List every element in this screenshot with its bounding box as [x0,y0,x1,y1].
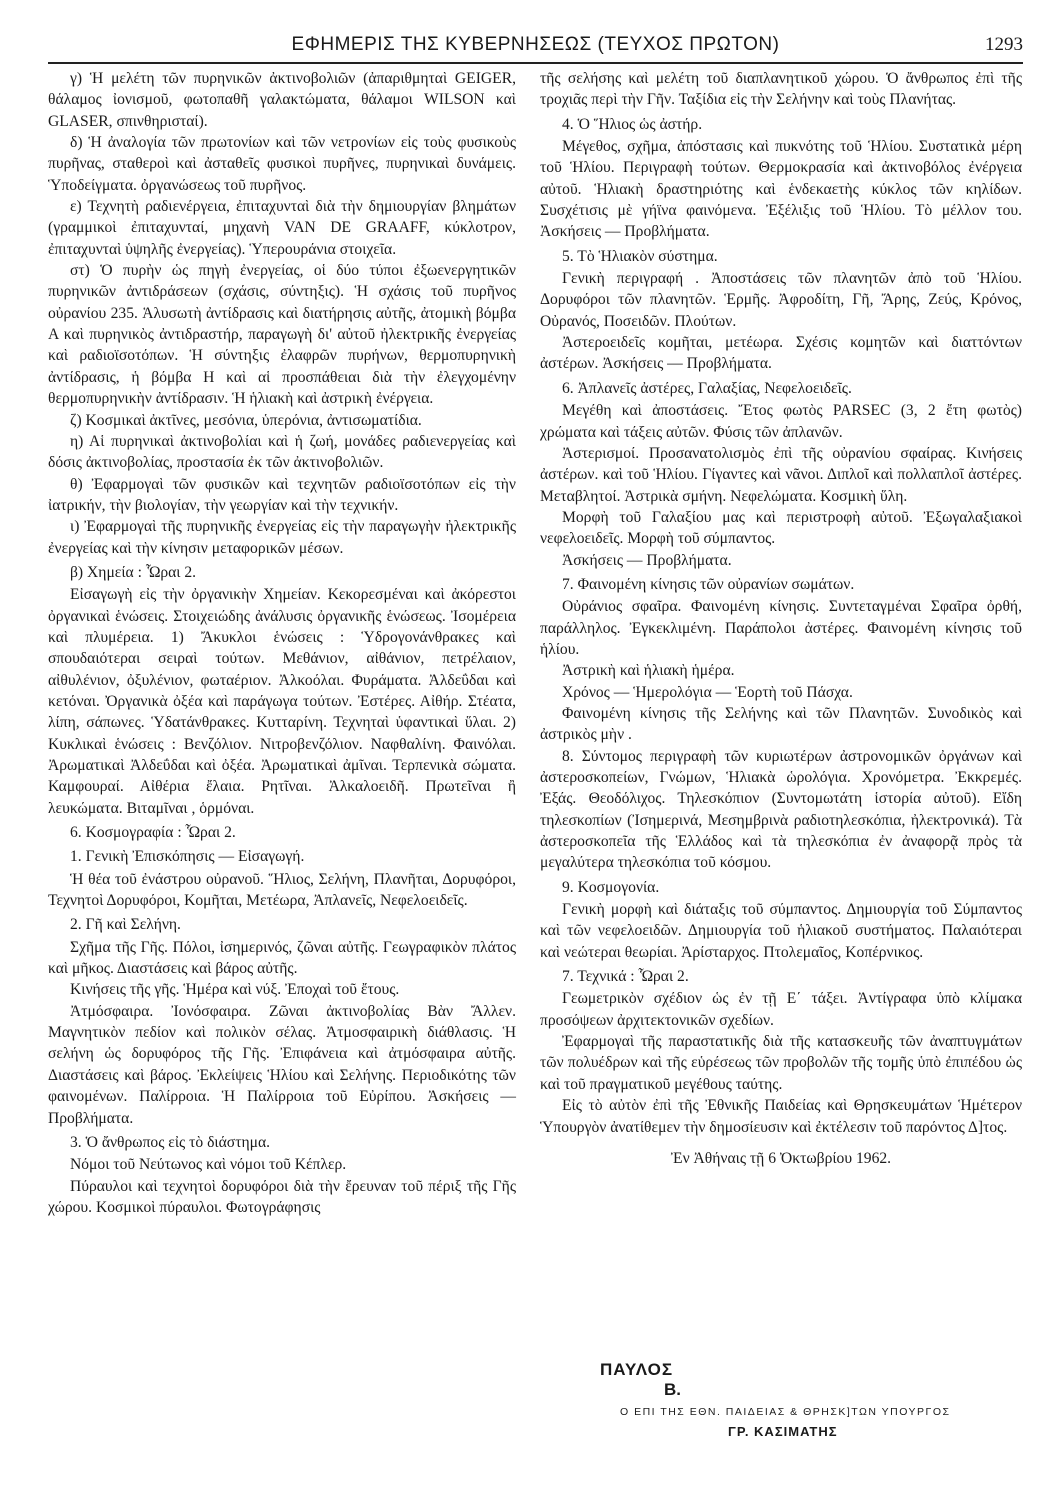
paragraph: Εἰσαγωγὴ εἰς τὴν ὀργανικὴν Χημείαν. Κεκορεσμέναι καὶ ἀκόρεστοι ὀργανικαὶ ἑνώσεις. Στοιχειώδης ἀνάλυσις ὀργανικῆς ἑνώσεως. Ἰσομέρεια καὶ πλυμέρεια. 1) Ἄκυκλοι ἑνώσεις : Ὑδρογονάνθρακες καὶ σπουδαιότεραι σειραὶ τούτων. Μεθάνιον, αἰθάνιον, πετρέλαιον, αἰθυλένιον, ὀξυλένιον, φωταέριον. Ἀλκοόλαι. Φυράματα. Ἀλδεΰδαι καὶ κετόναι. Ὀργανικὰ ὀξέα καὶ παράγωγα τούτων. Ἐστέρες. Αἰθήρ. Στέατα, λίπη, σάπωνες. Ὑδατάνθρακες. Κυτταρίνη. Τεχνηταὶ ὑφαντικαὶ ὕλαι. 2) Κυκλικαὶ ἑνώσεις : Βενζόλιον. Νιτροβενζόλιον. Ναφθαλίνη. Φαινόλαι. Ἀρωματικαὶ Ἀλδεΰδαι καὶ ὀξέα. Ἀρωματικαὶ ἀμῖναι. Τερπενικὰ σώματα. Καμφουραί. Αἰθέρια ἔλαια. Ρητῖναι. Ἀλκαλοειδῆ. Πρωτεῖναι ἢ λευκώματα. Βιταμῖναι , ὁρμόναι. [48,586,516,817]
paragraph: τῆς σελήσης καὶ μελέτη τοῦ διαπλανητικοῦ χώρου. Ὁ ἄνθρωπος ἐπὶ τῆς τροχιᾶς περὶ τὴν Γῆν. Ταξίδια εἰς τὴν Σελήνην καὶ τοὺς Πλανήτας. [540,70,1022,109]
right-column [540,68,1022,1169]
section-heading: 6. Κοσμογραφία : Ὧραι 2. [70,824,236,842]
paragraph: Γεωμετρικὸν σχέδιον ὡς ἐν τῇ Ε΄ τάξει. Ἀντίγραφα ὑπὸ κλίμακα προσόψεων ἀρχιτεκτονικῶν σχεδίων. [540,990,1022,1029]
minister-title: Ο ΕΠΙ ΤΗΣ ΕΘΝ. ΠΑΙΔΕΙΑΣ & ΘΡΗΣΚ]ΤΩΝ ΥΠΟΥΡΓΟΣ [620,1406,951,1418]
paragraph: Ἀτμόσφαιρα. Ἰονόσφαιρα. Ζῶναι ἀκτινοβολίας Βὰν Ἄλλεν. Μαγνητικὸν πεδίον καὶ πολικὸν σέλας. Ἀτμοσφαιρικὴ διάθλασις. Ἡ σελήνη ὡς δορυφόρος τῆς Γῆς. Ἐπιφάνεια καὶ ἀτμόσφαιρα αὐτῆς. Διαστάσεις καὶ βάρος. Ἐκλείψεις Ἡλίου καὶ Σελήνης. Περιοδικότης τῶν φαινομένων. Παλίρροια. Ἡ Παλίρροια τοῦ Εὐρίπου. Ἀσκήσεις — Προβλήματα. [48,1002,516,1127]
paragraph: Χρόνος — Ἡμερολόγια — Ἑορτὴ τοῦ Πάσχα. [562,683,853,701]
paragraph: γ) Ἡ μελέτη τῶν πυρηνικῶν ἀκτινοβολιῶν (ἀπαριθμηταὶ GEIGER, θάλαμος ἰονισμοῦ, φωτοπαθῆ γαλακτώματα, θάλαμοι WILSON καὶ GLASER, σπινθηρισταί). [48,70,516,130]
paragraph: Μεγέθη καὶ ἀποστάσεις. Ἔτος φωτὸς PARSEC (3, 2 ἔτη φωτὸς) χρώματα καὶ τάξεις αὐτῶν. Φύσις τῶν ἀπλανῶν. [540,402,1022,441]
paragraph: Κινήσεις τῆς γῆς. Ἡμέρα καὶ νύξ. Ἐποχαὶ τοῦ ἔτους. [70,981,400,999]
paragraph: στ) Ὁ πυρὴν ὡς πηγὴ ἐνεργείας, οἱ δύο τύποι ἐξωενεργητικῶν πυρηνικῶν ἀντιδράσεων (σχάσις, σύντηξις). Ἡ σχάσις τοῦ πυρῆνος οὐρανίου 235. Ἁλυσωτὴ ἀντίδρασις καὶ διατήρησις αὐτῆς, ἀτομικὴ βόμβα Α καὶ πυρηνικὸς ἀντιδραστήρ, παραγωγὴ δι' αὐτοῦ ἠλεκτρικῆς ἐνεργείας καὶ ραδιοϊσοτόπων. Ἡ σύντηξις ἐλαφρῶν πυρήνων, θερμοπυρηνικὴ ἀντίδρασις, ἡ βόμβα Η καὶ αἱ προσπάθειαι διὰ τὴν ἐλεγχομένην θερμοπυρηνικὴν ἀντίδρασιν. Ἡ ἡλιακὴ καὶ ἀστρικὴ ἐνέργεια. [48,262,516,408]
paragraph: Μέγεθος, σχῆμα, ἀπόστασις καὶ πυκνότης τοῦ Ἡλίου. Συστατικὰ μέρη τοῦ Ἡλίου. Περιγραφὴ τούτων. Θερμοκρασία καὶ ἀκτινοβόλος ἐνέργεια αὐτοῦ. Ἡλιακὴ δραστηριότης καὶ ἑνδεκαετὴς κύκλος τῶν κηλίδων. Συσχέτισις μὲ γήϊνα φαινόμενα. Ἐξέλιξις τοῦ Ἡλίου. Τὸ μέλλον του. Ἀσκήσεις — Προβλήματα. [540,138,1022,241]
paragraph: Εἰς τὸ αὐτὸν ἐπὶ τῆς Ἐθνικῆς Παιδείας καὶ Θρησκευμάτων Ἡμέτερον Ὑπουργὸν ἀνατίθεμεν τὴν δημοσίευσιν καὶ ἐκτέλεσιν τοῦ παρόντος Δ]τος. [540,1097,1022,1136]
paragraph: Μορφὴ τοῦ Γαλαξίου μας καὶ περιστροφὴ αὐτοῦ. Ἐξωγαλαξιακοὶ νεφελοειδεῖς. Μορφὴ τοῦ σύμπαντος. [540,508,1022,548]
section-heading: 7. Τεχνικά : Ὧραι 2. [562,968,689,986]
section-heading: 4. Ὁ Ἥλιος ὡς ἀστήρ. [562,115,703,133]
section-heading: 2. Γῆ καὶ Σελήνη. [70,916,181,934]
paragraph: Ἀσκήσεις — Προβλήματα. [562,551,732,569]
minister-name: ΓΡ. ΚΑΣΙΜΑΤΗΣ [728,1424,838,1439]
page-header [48,30,1023,64]
left-column [48,68,516,1218]
paragraph: Οὐράνιος σφαῖρα. Φαινομένη κίνησις. Συντεταγμέναι Σφαῖρα ὀρθή, παράλληλος. Ἐγκεκλιμένη. Παράπολοι ἀστέρες. Φαινομένη κίνησις τοῦ ἡλίου. [540,598,1022,658]
paragraph: η) Αἱ πυρηνικαὶ ἀκτινοβολίαι καὶ ἡ ζωή, μονάδες ραδιενεργείας καὶ δόσις ἀκτινοβολίας, προστασία ἐκ τῶν ἀκτινοβολιῶν. [48,432,516,472]
paragraph: Ἡ θέα τοῦ ἐνάστρου οὐρανοῦ. Ἥλιος, Σελήνη, Πλανῆται, Δορυφόροι, Τεχνητοὶ Δορυφόροι, Κομῆται, Μετέωρα, Ἀπλανεῖς, Νεφελοειδεῖς. [48,870,516,910]
section-heading: 9. Κοσμογονία. [562,878,660,896]
section-heading: 1. Γενικὴ Ἐπισκόπησις — Εἰσαγωγή. [70,848,305,866]
section-heading: 5. Τὸ Ἡλιακὸν σύστημα. [562,247,718,265]
paragraph: Πύραυλοι καὶ τεχνητοὶ δορυφόροι διὰ τὴν ἔρευναν τοῦ πέριξ τῆς Γῆς χώρου. Κοσμικοὶ πύραυλοι. Φωτογράφησις [48,1177,516,1216]
paragraph: 8. Σύντομος περιγραφὴ τῶν κυριωτέρων ἀστρονομικῶν ὀργάνων καὶ ἀστεροσκοπείων, Γνώμων, Ἡλιακὰ ὡρολόγια. Χρονόμετρα. Ἐκκρεμές. Ἐξάς. Θεοδόλιχος. Τηλεσκόπιον (Συντομωτάτη ἱστορία αὐτοῦ). Εἴδη τηλεσκοπίων (Ἰσημερινά, Μεσημβρινὰ ραδιοτηλεσκόπια, ἠλεκτρονικά). Τὰ ἀστεροσκοπεῖα τῆς Ἑλλάδος καὶ τὰ τηλεσκόπια ἐν ἀναφορᾷ πρὸς τὰ μεγαλύτερα τηλεσκόπια τοῦ κόσμου. [540,747,1022,872]
king-initial: Β. [664,1380,681,1399]
paragraph: ζ) Κοσμικαὶ ἀκτῖνες, μεσόνια, ὑπερόνια, ἀντισωματίδια. [70,411,422,429]
paragraph: Ἀστερισμοί. Προσανατολισμὸς ἐπὶ τῆς οὐρανίου σφαίρας. Κινήσεις ἀστέρων. καὶ τοῦ Ἡλίου. Γίγαντες καὶ νᾶνοι. Διπλοῖ καὶ πολλαπλοῖ ἀστέρες. Μεταβλητοί. Ἀστρικὰ σμήνη. Νεφελώματα. Κοσμικὴ ὕλη. [540,444,1022,505]
paragraph: Ἀστρικὴ καὶ ἡλιακὴ ἡμέρα. [562,662,735,680]
paragraph: ε) Τεχνητὴ ραδιενέργεια, ἐπιταχυνταὶ διὰ τὴν δημιουργίαν βλημάτων (γραμμικοὶ ἐπιταχυνταί, μηχανὴ VAN DE GRAAFF, κύκλοτρον, ἐπιταχυνταὶ ὑψηλῆς ἐνεργείας). Ὑπερουράνια στοιχεῖα. [48,198,516,258]
paragraph: Γενικὴ περιγραφή . Ἀποστάσεις τῶν πλανητῶν ἀπὸ τοῦ Ἡλίου. Δορυφόροι τῶν πλανητῶν. Ἑρμῆς. Ἀφροδίτη, Γῆ, Ἄρης, Ζεύς, Κρόνος, Οὐρανός, Ποσειδῶν. Πλούτων. [540,270,1022,330]
king-signature: ΠΑΥΛΟΣ [600,1360,674,1379]
paragraph: Ἀστεροειδεῖς κομῆται, μετέωρα. Σχέσις κομητῶν καὶ διαττόντων ἀστέρων. Ἀσκήσεις — Προβλήματα. [540,334,1022,373]
section-heading: 3. Ὁ ἄνθρωπος εἰς τὸ διάστημα. [70,1133,271,1151]
paragraph: Σχῆμα τῆς Γῆς. Πόλοι, ἰσημερινός, ζῶναι αὐτῆς. Γεωγραφικὸν πλάτος καὶ μῆκος. Διαστάσεις καὶ βάρος αὐτῆς. [48,938,516,978]
paragraph: Νόμοι τοῦ Νεύτωνος καὶ νόμοι τοῦ Κέπλερ. [70,1156,347,1174]
paragraph: ι) Ἐφαρμογαὶ τῆς πυρηνικῆς ἐνεργείας εἰς τὴν παραγωγὴν ἠλεκτρικῆς ἐνεργείας καὶ τὴν κίνησιν μεταφορικῶν μέσων. [48,518,516,557]
signature-block [600,1360,1020,1439]
paragraph: Φαινομένη κίνησις τῆς Σελήνης καὶ τῶν Πλανητῶν. Συνοδικὸς καὶ ἀστρικὸς μὴν . [540,704,1022,744]
gazette-title: ΕΦΗΜΕΡΙΣ ΤΗΣ ΚΥΒΕΡΝΗΣΕΩΣ (ΤΕΥΧΟΣ ΠΡΩΤΟΝ) [291,34,780,55]
paragraph: δ) Ἡ ἀναλογία τῶν πρωτονίων καὶ τῶν νετρονίων εἰς τοὺς φυσικοὺς πυρῆνας, σταθεροὶ καὶ ἀσταθεῖς φυσικοὶ πυρῆνες, πυρηνικαὶ δυνάμεις. Ὑποδείγματα. ὀργανώσεως τοῦ πυρῆνος. [48,134,516,194]
date-line: Ἐν Ἀθήναις τῇ 6 Ὀκτωβρίου 1962. [670,1149,892,1167]
section-heading: 7. Φαινομένη κίνησις τῶν οὐρανίων σωμάτων. [562,575,855,593]
paragraph: Γενικὴ μορφὴ καὶ διάταξις τοῦ σύμπαντος. Δημιουργία τοῦ Σύμπαντος καὶ τῶν νεφελοειδῶν. Δημιουργία τοῦ ἡλιακοῦ συστήματος. Παλαιότεραι καὶ νεώτεραι θεωρίαι. Ἀρίσταρχος. Πτολεμαῖος, Κοπέρνικος. [540,901,1022,961]
section-heading: 6. Ἀπλανεῖς ἀστέρες, Γαλαξίας, Νεφελοειδεῖς. [562,379,852,397]
section-heading: β) Χημεία : Ὧραι 2. [70,563,197,581]
paragraph: θ) Ἐφαρμογαὶ τῶν φυσικῶν καὶ τεχνητῶν ραδιοϊσοτόπων εἰς τὴν ἰατρικήν, τὴν βιολογίαν, τὴν γεωργίαν καὶ τὴν τεχνικήν. [48,475,516,514]
paragraph: Ἐφαρμογαὶ τῆς παραστατικῆς διὰ τῆς κατασκευῆς τῶν ἀναπτυγμάτων τῶν πολυέδρων καὶ τῆς εὑρέσεως τῶν προβολῶν τῆς τομῆς ὑπὸ ἐπιπέδου ὡς καὶ τοῦ πραγματικοῦ μεγέθους ταύτης. [540,1033,1022,1093]
page-number: 1293 [985,34,1023,55]
